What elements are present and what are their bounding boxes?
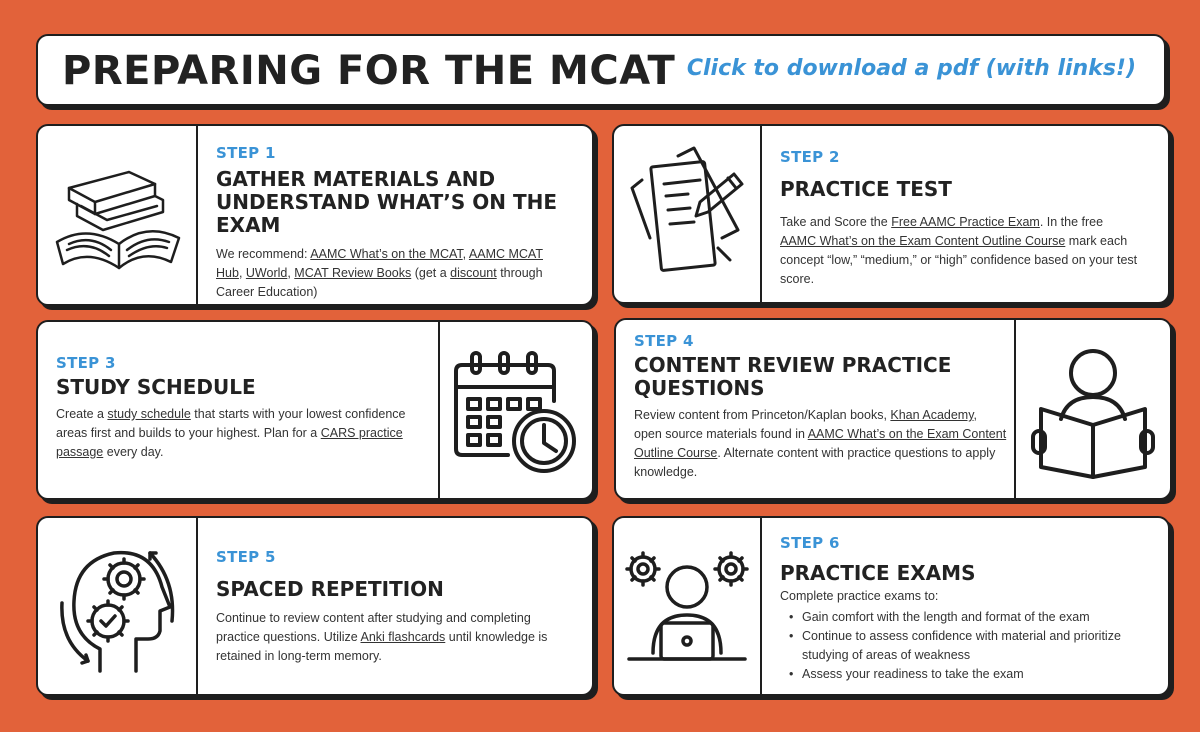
free-aamc-practice-exam-link[interactable]: Free AAMC Practice Exam — [891, 215, 1040, 229]
person-laptop-gears-icon — [621, 541, 753, 671]
uworld-link[interactable]: UWorld — [245, 266, 288, 280]
step-body — [634, 406, 1014, 482]
mcat-review-books-link[interactable]: MCAT Review Books — [294, 266, 412, 280]
step-label: STEP 4 — [634, 332, 694, 350]
step-heading: PRACTICE TEST — [780, 177, 952, 201]
aamc-content-outline-course-link[interactable]: AAMC What’s on the Exam Content Outline Course — [634, 427, 1007, 460]
step-body — [56, 405, 436, 462]
step-3-text — [56, 322, 436, 498]
test-paper-pencil-icon — [622, 144, 752, 284]
step-intro: Complete practice exams to: — [780, 589, 939, 603]
step-heading: SPACED REPETITION — [216, 577, 444, 601]
step-1-text — [216, 126, 562, 304]
step-heading: CONTENT REVIEW PRACTICE QUESTIONS — [634, 353, 952, 400]
step-5-card — [36, 516, 594, 696]
step-3-icon-cell — [438, 322, 592, 498]
step-heading: PRACTICE EXAMS — [780, 561, 976, 585]
step-label: STEP 1 — [216, 144, 276, 162]
step-4-icon-cell — [1014, 320, 1170, 498]
aamc-mcat-hub-link[interactable]: AAMC MCAT Hub — [216, 247, 543, 280]
khan-academy-link[interactable]: Khan Academy — [890, 408, 974, 422]
step-2-text — [780, 126, 1138, 302]
step-6-card — [612, 516, 1170, 696]
body-text: , — [462, 247, 469, 261]
step-5-icon-cell — [38, 518, 198, 694]
step-2-card — [612, 124, 1170, 304]
body-text: , open source materials found in — [634, 408, 978, 441]
step-label: STEP 3 — [56, 354, 116, 372]
aamc-content-outline-course-link[interactable]: AAMC What’s on the Exam Content Outline Course — [780, 234, 1066, 248]
calendar-clock-icon — [448, 345, 584, 475]
discount-link[interactable]: discount — [450, 266, 497, 280]
list-item: • Assess your readiness to take the exam — [780, 665, 1144, 684]
body-text: , — [287, 266, 295, 280]
anki-flashcards-link[interactable]: Anki flashcards — [360, 630, 446, 644]
body-text: that starts with your lowest confidence areas first and builds to your highest. Plan for a — [56, 407, 406, 440]
body-text: . Alternate content with practice questions to apply knowledge. — [634, 446, 996, 479]
page-title: PREPARING FOR THE MCAT — [62, 48, 676, 94]
header-card — [36, 34, 1166, 106]
body-text: every day. — [103, 445, 164, 459]
step-label: STEP 2 — [780, 148, 840, 166]
step-heading: GATHER MATERIALS AND UNDERSTAND WHAT’S ON THE EXAM — [216, 167, 557, 237]
download-pdf-link[interactable]: Click to download a pdf (with links!) — [686, 56, 1136, 81]
body-text: until knowledge is retained in long-term memory. — [216, 630, 548, 663]
body-text: Create a — [56, 407, 108, 421]
step-label: STEP 5 — [216, 548, 276, 566]
step-4-card — [614, 318, 1172, 500]
body-text: Take and Score the — [780, 215, 892, 229]
body-text: . In the free — [1039, 215, 1104, 229]
step-6-icon-cell — [614, 518, 762, 694]
step-heading: STUDY SCHEDULE — [56, 375, 256, 399]
body-text: , — [238, 266, 246, 280]
step-6-text — [780, 518, 1144, 694]
step-4-text — [634, 320, 1014, 498]
step-2-icon-cell — [614, 126, 762, 302]
list-item: • Gain comfort with the length and format of the exam — [780, 608, 1144, 627]
step-body — [780, 213, 1138, 289]
body-text: We recommend: — [216, 247, 311, 261]
body-text: mark each concept “low,” “medium,” or “high” confidence based on your test score. — [780, 234, 1138, 286]
step-body — [216, 245, 562, 302]
step-3-card — [36, 320, 594, 500]
step-1-card — [36, 124, 594, 306]
step-1-icon-cell — [38, 126, 198, 304]
cars-practice-passage-link[interactable]: CARS practice passage — [56, 426, 403, 459]
body-text: (get a — [411, 266, 451, 280]
practice-exams-bullet-list — [780, 608, 1144, 684]
body-text: Review content from Princeton/Kaplan books, — [634, 408, 891, 422]
step-label: STEP 6 — [780, 534, 840, 552]
books-icon — [47, 150, 187, 280]
body-text: Continue to review content after studying and completing practice questions. Utilize — [216, 611, 531, 644]
step-body — [216, 609, 562, 666]
aamc-whats-on-mcat-link[interactable]: AAMC What’s on the MCAT — [310, 247, 463, 261]
step-5-text — [216, 518, 562, 694]
list-item: • Continue to assess confidence with material and prioritize studying of areas of weakness — [780, 627, 1144, 665]
person-reading-icon — [1027, 339, 1159, 479]
body-text: through Career Education) — [216, 266, 543, 299]
study-schedule-link[interactable]: study schedule — [107, 407, 191, 421]
head-gears-icon — [52, 531, 182, 681]
